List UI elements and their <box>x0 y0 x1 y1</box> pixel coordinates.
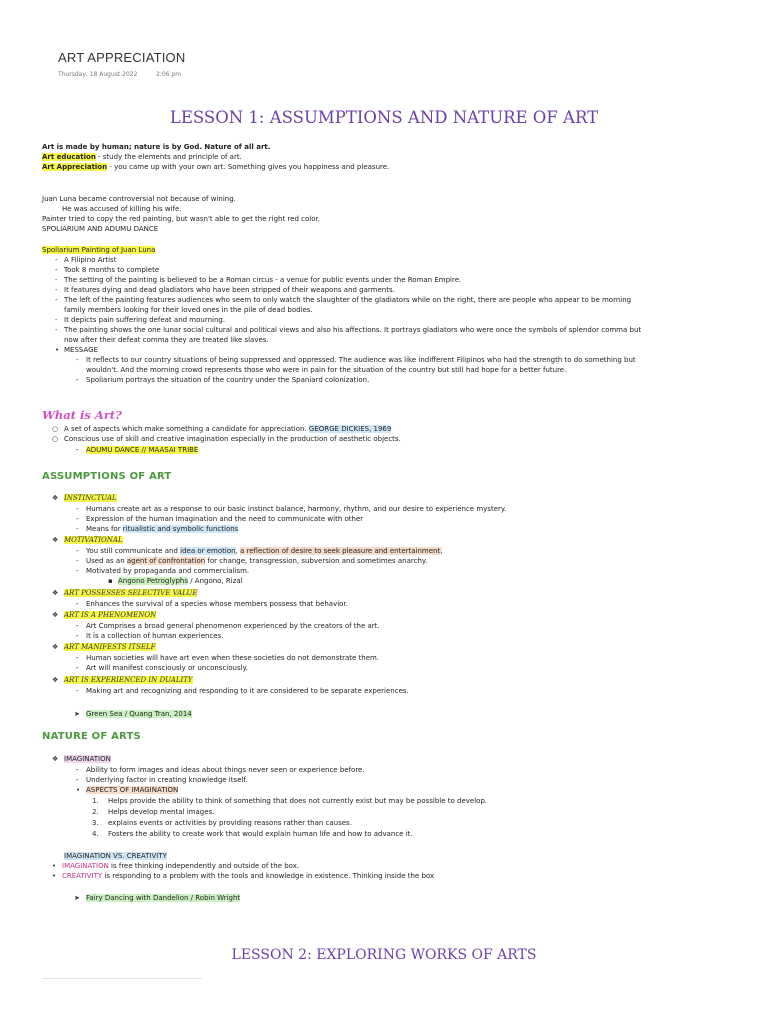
list-item: Conscious use of skill and creative imagination especially in the production of aesthetic objects. <box>64 435 401 443</box>
list-item: A set of aspects which make something a candidate for appreciation. GEORGE DICKIES, 1969 <box>64 425 392 433</box>
list-item: Human societies will have art even when these societies do not demonstrate them. <box>86 654 380 662</box>
luna-line: Juan Luna became controversial not because of wining. <box>42 195 236 203</box>
luna-line: Painter tried to copy the red painting, but wasn't able to get the right red color. <box>42 215 320 223</box>
assumption-title: ART IS EXPERIENCED IN DUALITY <box>64 676 193 684</box>
list-item: A Filipino Artist <box>64 256 117 264</box>
lesson-2-heading: LESSON 2: EXPLORING WORKS OF ARTS <box>231 947 537 963</box>
list-item: now after their defeat comma they are treated like slaves. <box>64 336 269 344</box>
list-item: wouldn't. And the morning crowd represents those who were in pain for the situation of the country but still had hope for a better future. <box>86 366 567 374</box>
what-is-art-heading: What is Art? <box>42 408 122 422</box>
list-item: Making art and recognizing and responding to it are considered to be separate experiences. <box>86 687 409 695</box>
assumptions-heading: ASSUMPTIONS OF ART <box>42 471 172 482</box>
list-item: IMAGINATION is free thinking independently and outside of the box. <box>62 862 300 870</box>
list-item: Humans create art as a response to our basic instinct balance, harmony, rhythm, and our desire to experience mystery. <box>86 505 507 513</box>
list-item: The painting shows the one lunar social cultural and political views and also his affections. It portrays gladiators who were once the symbols of splendor comma but <box>64 326 642 334</box>
list-item: Art will manifest consciously or unconsciously. <box>86 664 248 672</box>
luna-line: SPOLIARIUM AND ADUMU DANCE <box>42 225 159 233</box>
assumption-title: ART POSSESSES SELECTIVE VALUE <box>64 589 198 597</box>
notebook-title: ART APPRECIATION <box>58 50 186 65</box>
list-item: Enhances the survival of a species whose members possess that behavior. <box>86 600 348 608</box>
list-item: family members looking for their loved ones in the pile of dead bodies. <box>64 306 313 314</box>
list-item: Expression of the human imagination and the need to communicate with other <box>86 515 364 523</box>
list-item: Used as an agent of confrontation for change, transgression, subversion and sometimes anarchy. <box>86 557 428 565</box>
list-item: Spoliarium portrays the situation of the country under the Spaniard colonization. <box>86 376 370 384</box>
list-item: Ability to form images and ideas about things never seen or experience before. <box>86 766 365 774</box>
intro-line: Art Appreciation - you came up with your own art. Something gives you happiness and pleasure. <box>42 163 390 171</box>
list-item: Took 8 months to complete <box>64 266 160 274</box>
example-artwork: Green Sea / Quang Tran, 2014 <box>86 710 192 718</box>
list-item: Means for ritualistic and symbolic functions <box>86 525 239 533</box>
document-page: ART APPRECIATION Thursday, 18 August 2022 2:06 pm LESSON 1: ASSUMPTIONS AND NATURE OF ART Art is made by human; nature is by God. Nature of all art. Art education - study the elements and principle of art. Art Appreciation - you came up with your own art. Something gives you happiness and pleasure. Juan Luna became controversial not because of wining. He was accused of killing his wife. Painter tried to copy the red painting, but wasn't able to get the right red color. SPOLIARIUM AND ADUMU DANCE Spoliarium Painting of Juan Luna - A Filipino Artist - Took 8 months to complete - The setting of the painting is believed to be a Roman circus - a venue for public events under the Roman Empire. - It features dying and dead gladiators who have been stripped of their weapons and garments. - The left of the painting features audiences who seem to only watch the slaughter of the gladiators while on the right, there are people who appear to be morning family members looking for their loved ones in the pile of dead bodies. - It depicts pain suffering defeat and mourning. - The painting shows the one lunar social cultural and political views and also his affections. It portrays gladiators who were once the symbols of splendor comma but now after their defeat comma they are treated like slaves. • MESSAGE - It reflects to our country situations of being suppressed and oppressed. The audience was like indifferent Filipinos who had the strength to do something but wouldn't. And the morning crowd represents those who were in pain for the situation of the country but still had hope for a better future. - Spoliarium portrays the situation of the country under the Spaniard colonization. What is Art? ○ A set of aspects which make something a candidate for appreciation. GEORGE DICKIES, 1969 ○ Conscious use of skill and creative imagination especially in the production of aesthetic objects. - ADUMU DANCE // MAASAI TRIBE ASSUMPTIONS OF ART ❖ INSTINCTUAL - Humans create art as a response to our basic instinct balance, harmony, rhythm, and our desire to experience mystery. - Expression of the human imagination and the need to communicate with other - Means for ritualistic and symbolic functions ❖ MOTIVATIONAL - You still communicate and idea or emotion, a reflection of desire to seek pleasure and entertainment. - Used as an agent of confrontation for change, transgression, subversion and sometimes anarchy. - Motivated by propaganda and commercialism. ▪ Angono Petroglyphs / Angono, Rizal ❖ ART POSSESSES SELECTIVE VALUE - Enhances the survival of a species whose members possess that behavior. ❖ ART IS A PHENOMENON - Art Comprises a broad general phenomenon experienced by the creators of the art. - It is a collection of human experiences. ❖ ART MANIFESTS ITSELF - Human societies will have art even when these societies do not demonstrate them. - Art will manifest consciously or unconsciously. ❖ ART IS EXPERIENCED IN DUALITY - Making art and recognizing and responding to it are considered to be separate experiences. ➤ Green Sea / Quang Tran, 2014 NATURE OF ARTS ❖ IMAGINATION - Ability to form images and ideas about things never seen or experience before. - Underlying factor in creating knowledge itself. • ASPECTS OF IMAGINATION 1. Helps provide the ability to think of something that does not currently exist but may be possible to develop. 2. Helps develop mental images. 3. explains events or activities by providing reasons rather than causes. 4. Fosters the ability to create work that would explain human life and how to advance it. IMAGINATION VS. CREATIVITY • IMAGINATION is free thinking independently and outside of the box. • CREATIVITY is responding to a problem with the tools and knowledge in existence. Thinking inside the box ➤ Fairy Dancing with Dandelion / Robin Wright LESSON 2: EXPLORING WORKS OF ARTS <box>0 0 768 1024</box>
note-time: 2:06 pm <box>156 71 182 78</box>
assumption-title: ART IS A PHENOMENON <box>64 611 157 619</box>
list-item: ASPECTS OF IMAGINATION <box>86 786 179 794</box>
divider <box>42 978 202 979</box>
list-item: It is a collection of human experiences. <box>86 632 224 640</box>
imagination-vs-creativity: IMAGINATION VS. CREATIVITY <box>64 852 167 860</box>
numbered-item: explains events or activities by providing reasons rather than causes. <box>108 819 352 827</box>
list-item: The setting of the painting is believed to be a Roman circus - a venue for public events under the Roman Empire. <box>64 276 462 284</box>
list-item: ADUMU DANCE // MAASAI TRIBE <box>86 446 199 454</box>
list-item: CREATIVITY is responding to a problem with the tools and knowledge in existence. Thinking inside the box <box>62 872 435 880</box>
list-item: Angono Petroglyphs / Angono, Rizal <box>118 577 243 585</box>
list-item: Motivated by propaganda and commercialism. <box>86 567 250 575</box>
list-item: It reflects to our country situations of being suppressed and oppressed. The audience was like indifferent Filipinos who had the strength to do something but <box>86 356 636 364</box>
assumption-title: MOTIVATIONAL <box>64 536 123 544</box>
intro-line: Art is made by human; nature is by God. Nature of all art. <box>42 143 271 151</box>
example-artwork: Fairy Dancing with Dandelion / Robin Wright <box>86 894 241 902</box>
list-item: MESSAGE <box>64 346 98 354</box>
assumption-title: INSTINCTUAL <box>64 494 117 502</box>
numbered-item: Fosters the ability to create work that would explain human life and how to advance it. <box>108 830 413 838</box>
lesson-1-heading: LESSON 1: ASSUMPTIONS AND NATURE OF ART <box>169 108 599 127</box>
list-item: Art Comprises a broad general phenomenon experienced by the creators of the art. <box>86 622 380 630</box>
assumption-title: ART MANIFESTS ITSELF <box>64 643 156 651</box>
numbered-item: Helps provide the ability to think of something that does not currently exist but may be possible to develop. <box>108 797 488 805</box>
nature-heading: NATURE OF ARTS <box>42 731 141 742</box>
spoliarium-title: Spoliarium Painting of Juan Luna <box>42 246 156 254</box>
list-item: It depicts pain suffering defeat and mourning. <box>64 316 226 324</box>
list-item: You still communicate and idea or emotion, a reflection of desire to seek pleasure and entertainment. <box>86 547 443 555</box>
nature-item: IMAGINATION <box>64 755 111 763</box>
luna-line: He was accused of killing his wife. <box>62 205 182 213</box>
intro-line: Art education - study the elements and principle of art. <box>42 153 242 161</box>
numbered-item: Helps develop mental images. <box>108 808 215 816</box>
list-item: Underlying factor in creating knowledge itself. <box>86 776 248 784</box>
note-date: Thursday, 18 August 2022 <box>58 71 138 78</box>
list-item: It features dying and dead gladiators who have been stripped of their weapons and garments. <box>64 286 395 294</box>
list-item: The left of the painting features audiences who seem to only watch the slaughter of the gladiators while on the right, there are people who appear to be morning <box>64 296 632 304</box>
